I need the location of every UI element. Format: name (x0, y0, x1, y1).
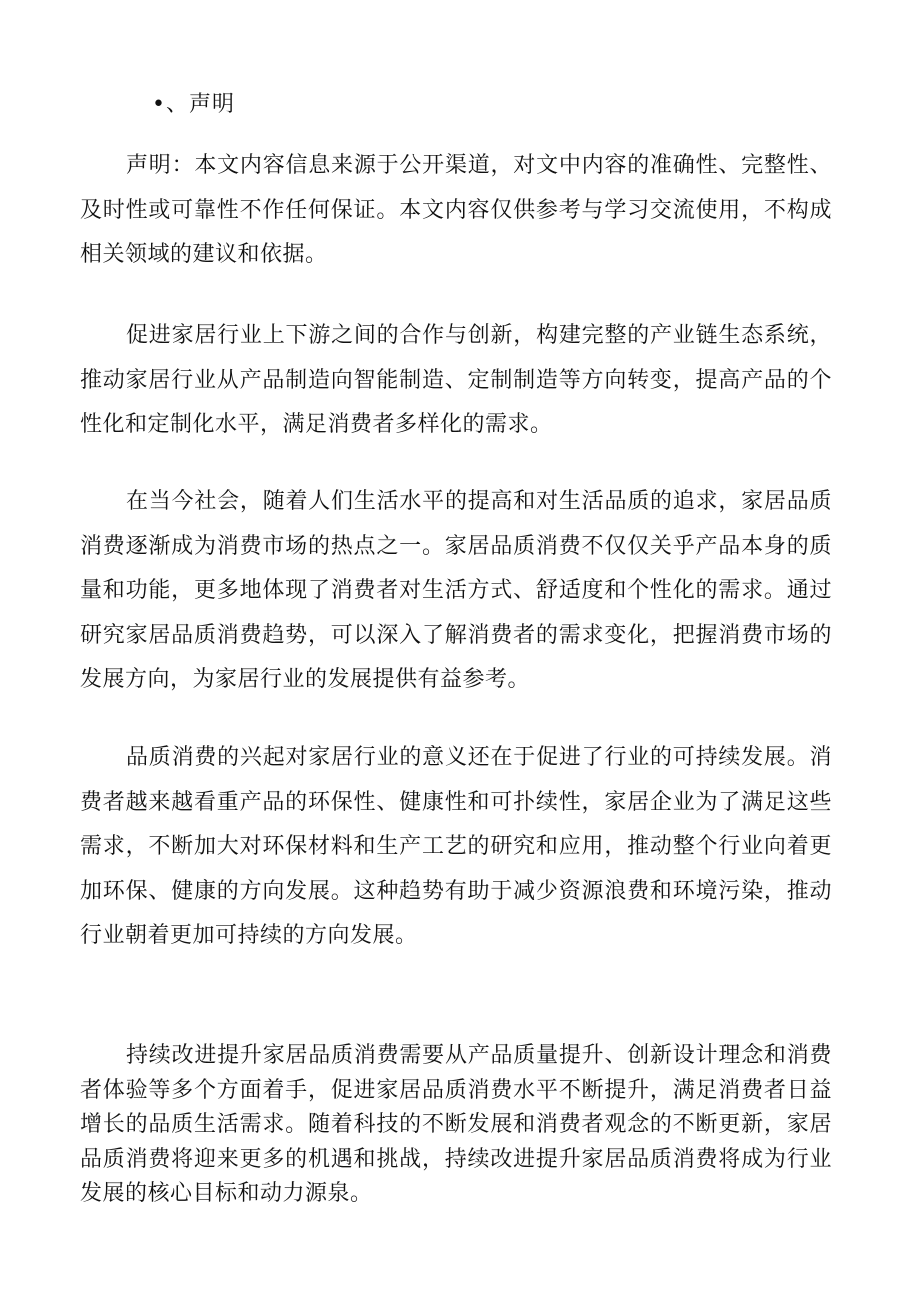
paragraph-sustainability: 品质消费的兴起对家居行业的意义还在于促进了行业的可持续发展。消费者越来越看重产品的环保性、健康性和可扑续性，家居企业为了满足这些需求，不断加大对环保材料和生产工艺的研究和应用，推动整个行业向着更加环保、健康的方向发展。这种趋势有助于减少资源浪费和环境污染，推动行业朝着更加可持续的方向发展。 (80, 745, 832, 948)
paragraph-disclaimer: 声明：本文内容信息来源于公开渠道，对文中内容的准确性、完整性、及时性或可靠性不作任何保证。本文内容仅供参考与学习交流使用，不构成相关领域的建议和依据。 (80, 153, 832, 267)
paragraph-industry-cooperation: 促进家居行业上下游之间的合作与创新，构建完整的产业链生态系统，推动家居行业从产品制造向智能制造、定制制造等方向转变，提高产品的个性化和定制化水平，满足消费者多样化的需求。 (80, 323, 832, 437)
paragraph-continuous-improvement: 持续改进提升家居品质消费需要从产品质量提升、创新设计理念和消费者体验等多个方面着手，促进家居品质消费水平不断提升，满足消费者日益增长的品质生活需求。随着科技的不断发展和消费者观念的不断更新，家居品质消费将迎来更多的机遇和挑战，持续改进提升家居品质消费将成为行业发展的核心目标和动力源泉。 (80, 1043, 832, 1206)
paragraph-quality-consumption: 在当今社会，随着人们生活水平的提高和对生活品质的追求，家居品质消费逐渐成为消费市场的热点之一。家居品质消费不仅仅关乎产品本身的质量和功能，更多地体现了消费者对生活方式、舒适度和个性化的需求。通过研究家居品质消费趋势，可以深入了解消费者的需求变化，把握消费市场的发展方向，为家居行业的发展提供有益参考。 (80, 489, 832, 692)
section-heading: •、声明 (152, 92, 235, 117)
